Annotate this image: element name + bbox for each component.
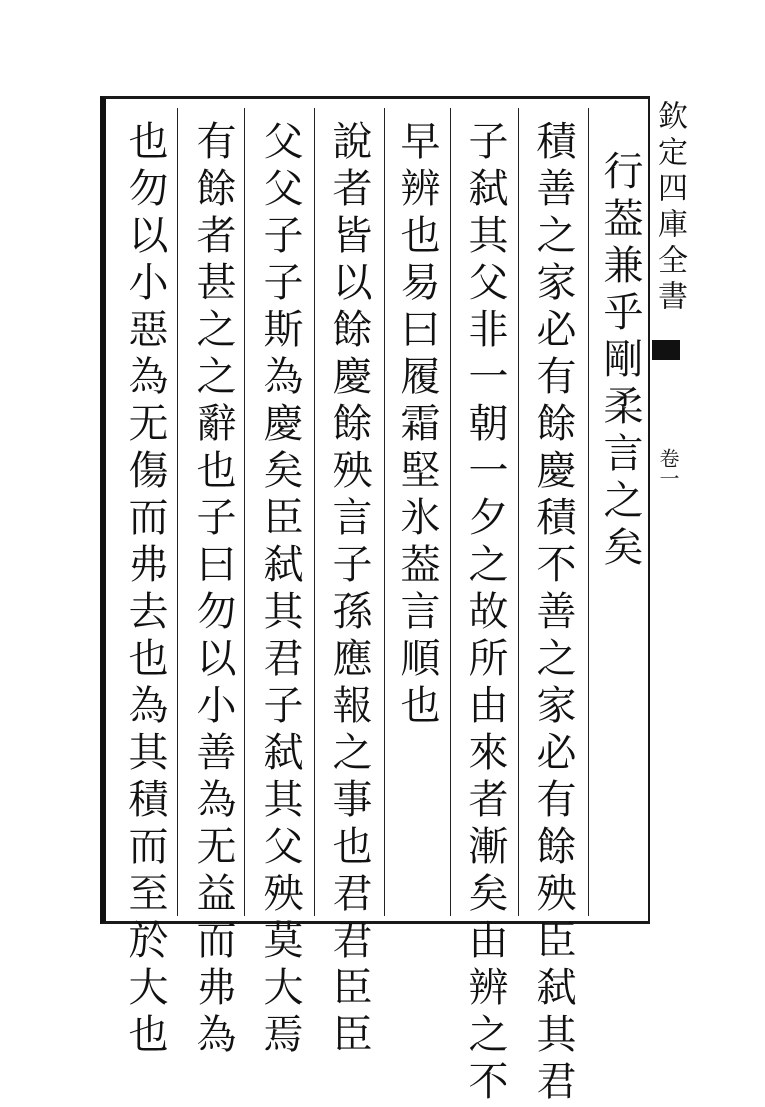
- column-divider: [177, 108, 178, 916]
- column-divider: [518, 108, 519, 916]
- column-divider: [244, 108, 245, 916]
- text-column-1: 行葢兼乎剛柔言之矣: [597, 150, 643, 573]
- text-column-7: 有餘者甚之之辭也子曰勿以小善為无益而弗為: [190, 120, 236, 1060]
- text-column-6: 父父子子斯為慶矣臣弑其君子弑其父殃莫大焉: [257, 120, 303, 1060]
- fishtail-mark: [652, 340, 680, 360]
- column-divider: [384, 108, 385, 916]
- book-title: 欽定四庫全書: [652, 100, 687, 316]
- text-column-8: 也勿以小惡為无傷而弗去也為其積而至於大也: [122, 120, 168, 1060]
- column-divider: [588, 108, 589, 916]
- column-divider: [450, 108, 451, 916]
- text-column-2: 積善之家必有餘慶積不善之家必有餘殃臣弑其君: [530, 120, 576, 1107]
- column-divider: [314, 108, 315, 916]
- chapter-label: 卷一: [656, 448, 680, 488]
- text-column-4: 早辨也易曰履霜堅氷葢言順也: [394, 120, 440, 731]
- text-column-3: 子弑其父非一朝一夕之故所由來者漸矣由辨之不: [462, 120, 508, 1107]
- text-column-5: 說者皆以餘慶餘殃言子孫應報之事也君君臣臣: [326, 120, 372, 1060]
